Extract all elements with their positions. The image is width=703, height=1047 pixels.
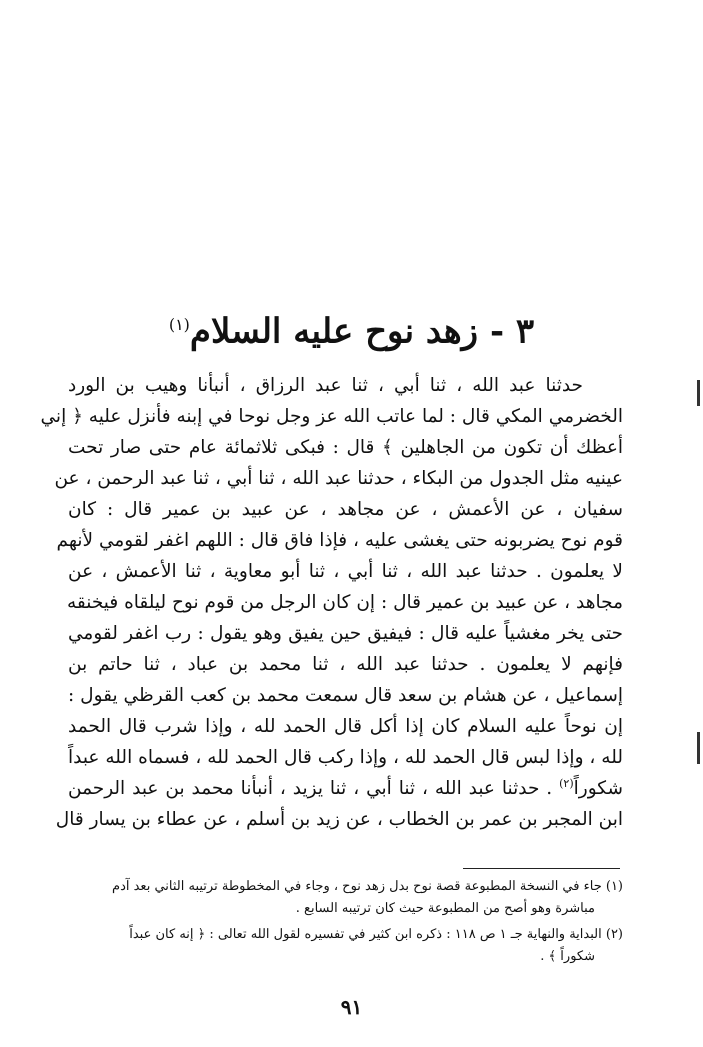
- body-line: لا يعلمون . حدثنا عبد الله ، ثنا أبي ، ثنا أبو معاوية ، ثنا الأعمش ، عن: [68, 561, 623, 582]
- body-line: مجاهد ، عن عبيد بن عمير قال : إن كان الرجل من قوم نوح ليلقاه فيخنقه: [66, 592, 623, 613]
- body-line: لله ، وإذا لبس قال الحمد لله ، وإذا ركب قال الحمد لله ، فسماه الله عبداً: [68, 747, 623, 768]
- body-line: [68, 773, 623, 804]
- section-title: زهد نوح عليه السلام: [189, 311, 479, 352]
- section-heading: [0, 300, 703, 356]
- body-text: [40, 370, 623, 835]
- body-line: عينيه مثل الجدول من البكاء ، حدثنا عبد الله ، ثنا أبي ، ثنا عبد الرحمن ، عن: [54, 468, 623, 489]
- margin-mark: [697, 380, 700, 406]
- page-number: ٩١: [340, 995, 363, 1019]
- heading-footnote-ref: (١): [168, 315, 190, 334]
- body-line: ابن المجبر بن عمر بن الخطاب ، عن زيد بن أسلم ، عن عطاء بن يسار قال: [55, 809, 623, 830]
- body-line: الخضرمي المكي قال : لما عاتب الله عز وجل نوحا في إبنه فأنزل عليه ﴿ إني: [40, 406, 623, 427]
- footnote-line: مباشرة وهو أصح من المطبوعة حيث كان ترتيبه السابع .: [295, 901, 595, 916]
- body-line-start: شكوراً: [573, 778, 623, 799]
- body-footnote-ref: (٢): [559, 776, 574, 790]
- section-dash: -: [489, 311, 505, 352]
- body-line: حدثنا عبد الله ، ثنا أبي ، ثنا عبد الرزاق ، أنبأنا وهيب بن الورد: [68, 375, 583, 396]
- body-line: سفيان ، عن الأعمش ، عن مجاهد ، عن عبيد بن عمير قال : كان: [68, 499, 623, 520]
- margin-mark: [697, 732, 700, 764]
- footnote-2: [78, 924, 623, 968]
- footnote-1: [78, 876, 623, 920]
- body-line: أعظك أن تكون من الجاهلين ﴾ قال : فبكى ثلاثمائة عام حتى صار تحت: [68, 437, 623, 458]
- section-number: ٣: [515, 311, 535, 352]
- footnote-divider: [463, 868, 620, 869]
- body-line: حتى يخر مغشياً عليه قال : فيفيق حين يفيق وهو يقول : رب اغفر لقومي: [68, 623, 623, 644]
- body-line: قوم نوح يضربونه حتى يغشى عليه ، فإذا فاق قال : اللهم اغفر لقومي لأنهم: [56, 530, 623, 551]
- body-line-rest: . حدثنا عبد الله ، ثنا أبي ، ثنا يزيد ، أنبأنا محمد بن عبد الرحمن: [68, 778, 553, 799]
- footnote-line: شكوراً ﴾ .: [540, 949, 595, 964]
- body-line: فإنهم لا يعلمون . حدثنا عبد الله ، ثنا محمد بن عباد ، ثنا حاتم بن: [68, 654, 623, 675]
- body-line: إن نوحاً عليه السلام كان إذا أكل قال الحمد لله ، وإذا شرب قال الحمد: [68, 716, 623, 737]
- footnotes: [78, 876, 623, 972]
- body-line: إسماعيل ، عن هشام بن سعد قال سمعت محمد بن كعب القرظي يقول :: [68, 685, 623, 706]
- footnote-line: (٢) البداية والنهاية جـ ١ ص ١١٨ : ذكره ابن كثير في تفسيره لقول الله تعالى : ﴿ إنه كان عبداً: [129, 927, 623, 942]
- footnote-line: (١) جاء في النسخة المطبوعة قصة نوح بدل زهد نوح ، وجاء في المخطوطة ترتيبه الثاني بعد آدم: [112, 879, 623, 894]
